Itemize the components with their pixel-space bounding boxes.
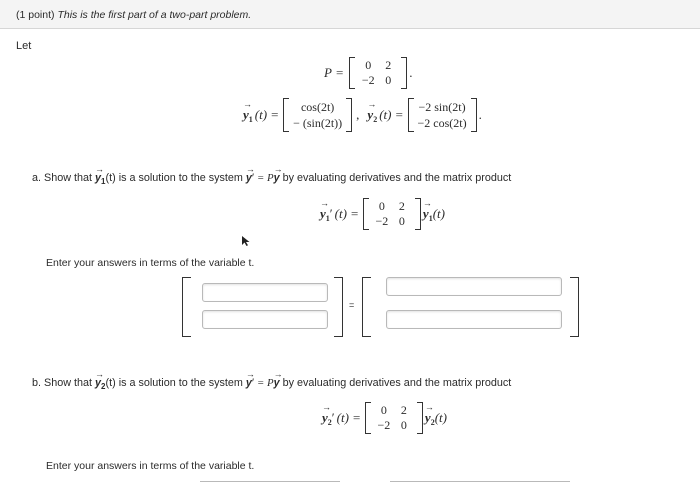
- matrix-p: [349, 57, 407, 89]
- vector-y2: [408, 98, 477, 132]
- part-b-answer-area-edge: [390, 481, 570, 486]
- vector-entry: −2 sin(2t): [418, 100, 466, 114]
- matrix-p-definition: P = 0 2 −2 0 .: [324, 58, 413, 87]
- part-b-answer-area-edge: [200, 481, 340, 486]
- vector-y1: [283, 98, 352, 132]
- part-b-question: b. Show that → $y_2(t)$ is a solution to the system → y′ = P→ y by evaluating derivatives and the matrix product: [32, 377, 511, 391]
- part-b-instruction: Enter your answers in terms of the variable t.: [46, 460, 255, 472]
- matrix-entry: 2: [385, 58, 392, 72]
- vector-entry: cos(2t): [300, 100, 335, 114]
- y2-symbol: → $y_2$: [367, 107, 377, 124]
- problem-header: [0, 0, 700, 29]
- header-text: [16, 9, 251, 21]
- matrix-p-trailing: .: [409, 65, 413, 80]
- matrix-p-copy: 0 2 −2 0: [363, 198, 421, 230]
- points-label: (1 point): [16, 9, 55, 21]
- part-a-question: a. Show that → $y_1(t)$ is a solution to the system → y′ = P→ y by evaluating derivatives and the matrix product: [32, 172, 511, 186]
- y1-label: (t) =: [254, 107, 280, 122]
- matrix-entry: 0: [385, 73, 392, 87]
- matrix-entry: −2: [361, 73, 375, 87]
- part-a-instruction: Enter your answers in terms of the variable t.: [46, 257, 255, 269]
- intro-text: This is the first part of a two-part problem.: [57, 9, 252, 21]
- matrix-p-copy: 0 2 −2 0: [365, 402, 423, 434]
- matrix-entry: 0: [365, 58, 372, 72]
- vector-definitions: [243, 98, 482, 132]
- let-label: Let: [16, 40, 32, 52]
- vector-separator: ,: [356, 107, 360, 122]
- equals-sign: =: [349, 300, 355, 310]
- answer-input-right-1[interactable]: [386, 277, 562, 296]
- vectors-trailing: .: [478, 107, 482, 122]
- y2-label: (t) =: [379, 107, 404, 122]
- vector-entry: −2 cos(2t): [417, 116, 467, 130]
- part-a-equation: → $y_1$ ′ (t) = 0 2 −2 0 → $y_1$ (t): [320, 198, 445, 230]
- part-b-equation: → $y_2$ ′ (t) = 0 2 −2 0 → $y_2$ (t): [322, 402, 447, 434]
- matrix-p-name: P: [324, 65, 332, 80]
- answer-input-left-1[interactable]: [202, 283, 328, 302]
- y1-symbol: → $y_1$: [243, 107, 253, 124]
- mouse-pointer-icon: [241, 235, 251, 247]
- answer-input-right-2[interactable]: [386, 310, 562, 329]
- answer-input-left-2[interactable]: [202, 310, 328, 329]
- vector-entry: − (sin(2t)): [293, 116, 343, 130]
- part-a-answer-area: [182, 277, 580, 335]
